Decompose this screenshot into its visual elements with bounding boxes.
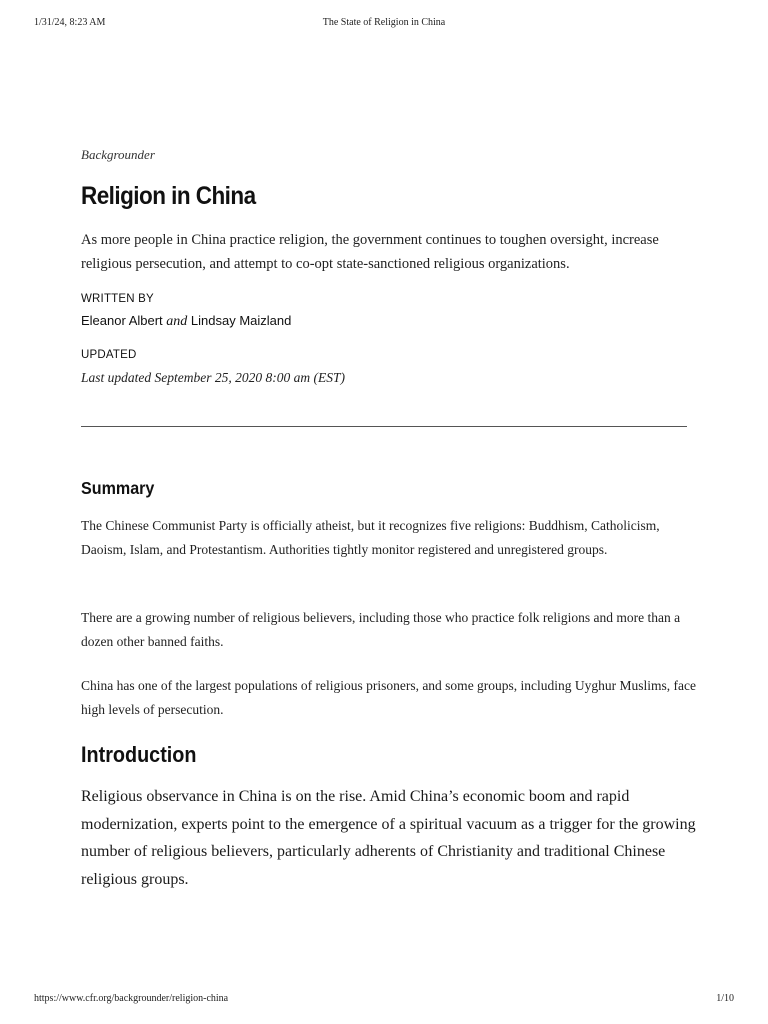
author-link-lindsay-maizland[interactable]: Lindsay Maizland: [190, 313, 292, 328]
updated-date: Last updated September 25, 2020 8:00 am (EST): [81, 370, 345, 385]
summary-paragraph: There are a growing number of religious believers, including those who practice folk religions and more than a dozen other banned faiths.: [81, 610, 681, 649]
article-dek: As more people in China practice religion, the government continues to toughen oversight, increase religious persecution, and attempt to co-opt state-sanctioned religious organizations.: [81, 232, 659, 272]
print-doc-title: The State of Religion in China: [322, 17, 446, 28]
print-url: https://www.cfr.org/backgrounder/religion-china: [34, 993, 229, 1004]
updated-label: UPDATED: [81, 349, 137, 361]
summary-paragraph: The Chinese Communist Party is officially atheist, but it recognizes five religions: Buddhism, Catholicism, Daoism, Islam, and Protestantism. Authorities tightly monitor registered and unregistered groups.: [81, 518, 660, 557]
print-footer: [34, 993, 734, 1007]
print-header: [34, 17, 734, 31]
introduction-paragraph: Religious observance in China is on the rise. Amid China’s economic boom and rapid modernization, experts point to the emergence of a spiritual vacuum as a trigger for the growing number of religious believers, particularly adherents of Christianity and traditional Chinese religious groups.: [81, 788, 696, 888]
article-kicker: Backgrounder: [81, 147, 155, 162]
divider: [81, 426, 687, 427]
print-date: 1/31/24, 8:23 AM: [34, 17, 106, 28]
author-joiner: and: [166, 314, 188, 329]
author-link-eleanor-albert[interactable]: Eleanor Albert: [81, 313, 163, 328]
introduction-heading: Introduction: [81, 742, 197, 767]
article-title: Religion in China: [81, 182, 256, 210]
page-number: 1/10: [716, 993, 734, 1004]
summary-paragraph: China has one of the largest populations of religious prisoners, and some groups, including Uyghur Muslims, face high levels of persecution.: [81, 678, 697, 717]
summary-heading: Summary: [81, 478, 155, 498]
authors-line: [81, 313, 291, 330]
written-by-label: WRITTEN BY: [81, 293, 154, 305]
